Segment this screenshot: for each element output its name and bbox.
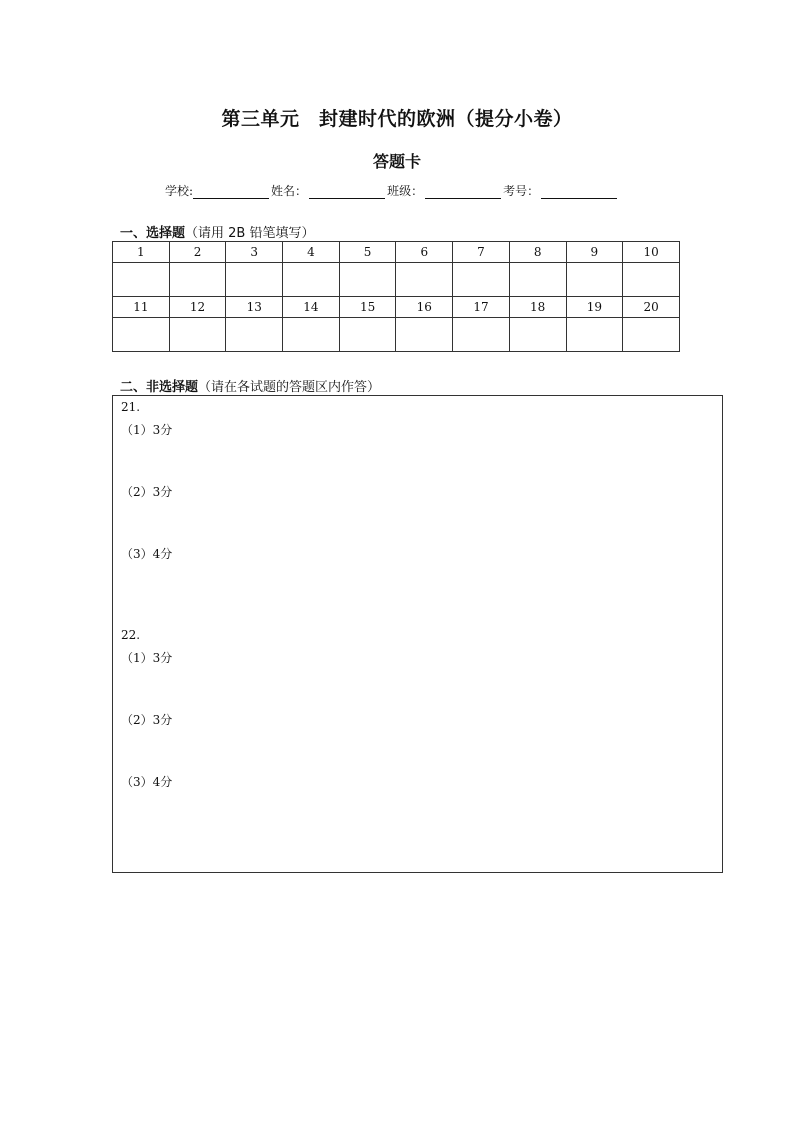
question-number: 12 [169,297,226,318]
question-number: 2 [169,242,226,263]
section1-title: 一、选择题 [120,226,186,241]
answer-cell[interactable] [283,318,340,352]
question-number: 5 [339,242,396,263]
answer-cell[interactable] [169,318,226,352]
page-subtitle: 答题卡 [372,152,421,171]
question-number: 13 [226,297,283,318]
q21-part2-label: （2）3分 [121,485,173,499]
section2-note: （请在各试题的答题区内作答） [198,380,381,395]
question-21-label: 21. [121,400,141,414]
answer-cell[interactable] [566,263,623,297]
question-number: 18 [509,297,566,318]
page-title: 第三单元 封建时代的欧洲（提分小卷） [221,108,573,130]
question-number: 11 [113,297,170,318]
school-label: 学校: [165,184,194,198]
section2-title: 二、非选择题 [120,380,199,395]
section1-note: （请用 2B 铅笔填写） [185,226,315,241]
name-label: 姓名： [271,184,308,198]
question-number: 1 [113,242,170,263]
question-number: 6 [396,242,453,263]
exam-number-field[interactable] [541,185,617,199]
answer-cell[interactable] [283,263,340,297]
q22-part3-label: （3）4分 [121,775,173,789]
q21-part1-label: （1）3分 [121,423,173,437]
answer-cell[interactable] [566,318,623,352]
answer-row [113,318,680,352]
question-number: 4 [283,242,340,263]
q22-part1-label: （1）3分 [121,651,173,665]
answer-cell[interactable] [169,263,226,297]
exam-number-label: 考号： [503,184,540,198]
answer-cell[interactable] [113,318,170,352]
answer-cell[interactable] [339,263,396,297]
question-number: 8 [509,242,566,263]
q21-part3-label: （3）4分 [121,547,173,561]
answer-cell[interactable] [509,318,566,352]
name-field[interactable] [309,185,385,199]
answer-cell[interactable] [509,263,566,297]
class-field[interactable] [425,185,501,199]
class-label: 班级： [387,184,424,198]
question-number: 17 [453,297,510,318]
answer-row [113,263,680,297]
q22-part2-label: （2）3分 [121,713,173,727]
section2-heading [120,376,380,395]
question-number: 16 [396,297,453,318]
question-number: 10 [623,242,680,263]
answer-cell[interactable] [339,318,396,352]
answer-cell[interactable] [396,263,453,297]
student-info-row [165,182,619,199]
answer-cell[interactable] [623,263,680,297]
multiple-choice-grid [112,241,680,352]
answer-cell[interactable] [226,318,283,352]
question-22-label: 22. [121,628,141,642]
question-number-row [113,242,680,263]
question-number-row [113,297,680,318]
school-field[interactable] [193,185,269,199]
free-response-area[interactable] [112,395,723,873]
answer-cell[interactable] [453,263,510,297]
question-number: 14 [283,297,340,318]
answer-cell[interactable] [226,263,283,297]
question-number: 3 [226,242,283,263]
answer-cell[interactable] [396,318,453,352]
question-number: 7 [453,242,510,263]
answer-cell[interactable] [623,318,680,352]
section1-heading [120,222,314,241]
answer-cell[interactable] [453,318,510,352]
question-number: 19 [566,297,623,318]
question-number: 20 [623,297,680,318]
question-number: 9 [566,242,623,263]
question-number: 15 [339,297,396,318]
answer-cell[interactable] [113,263,170,297]
